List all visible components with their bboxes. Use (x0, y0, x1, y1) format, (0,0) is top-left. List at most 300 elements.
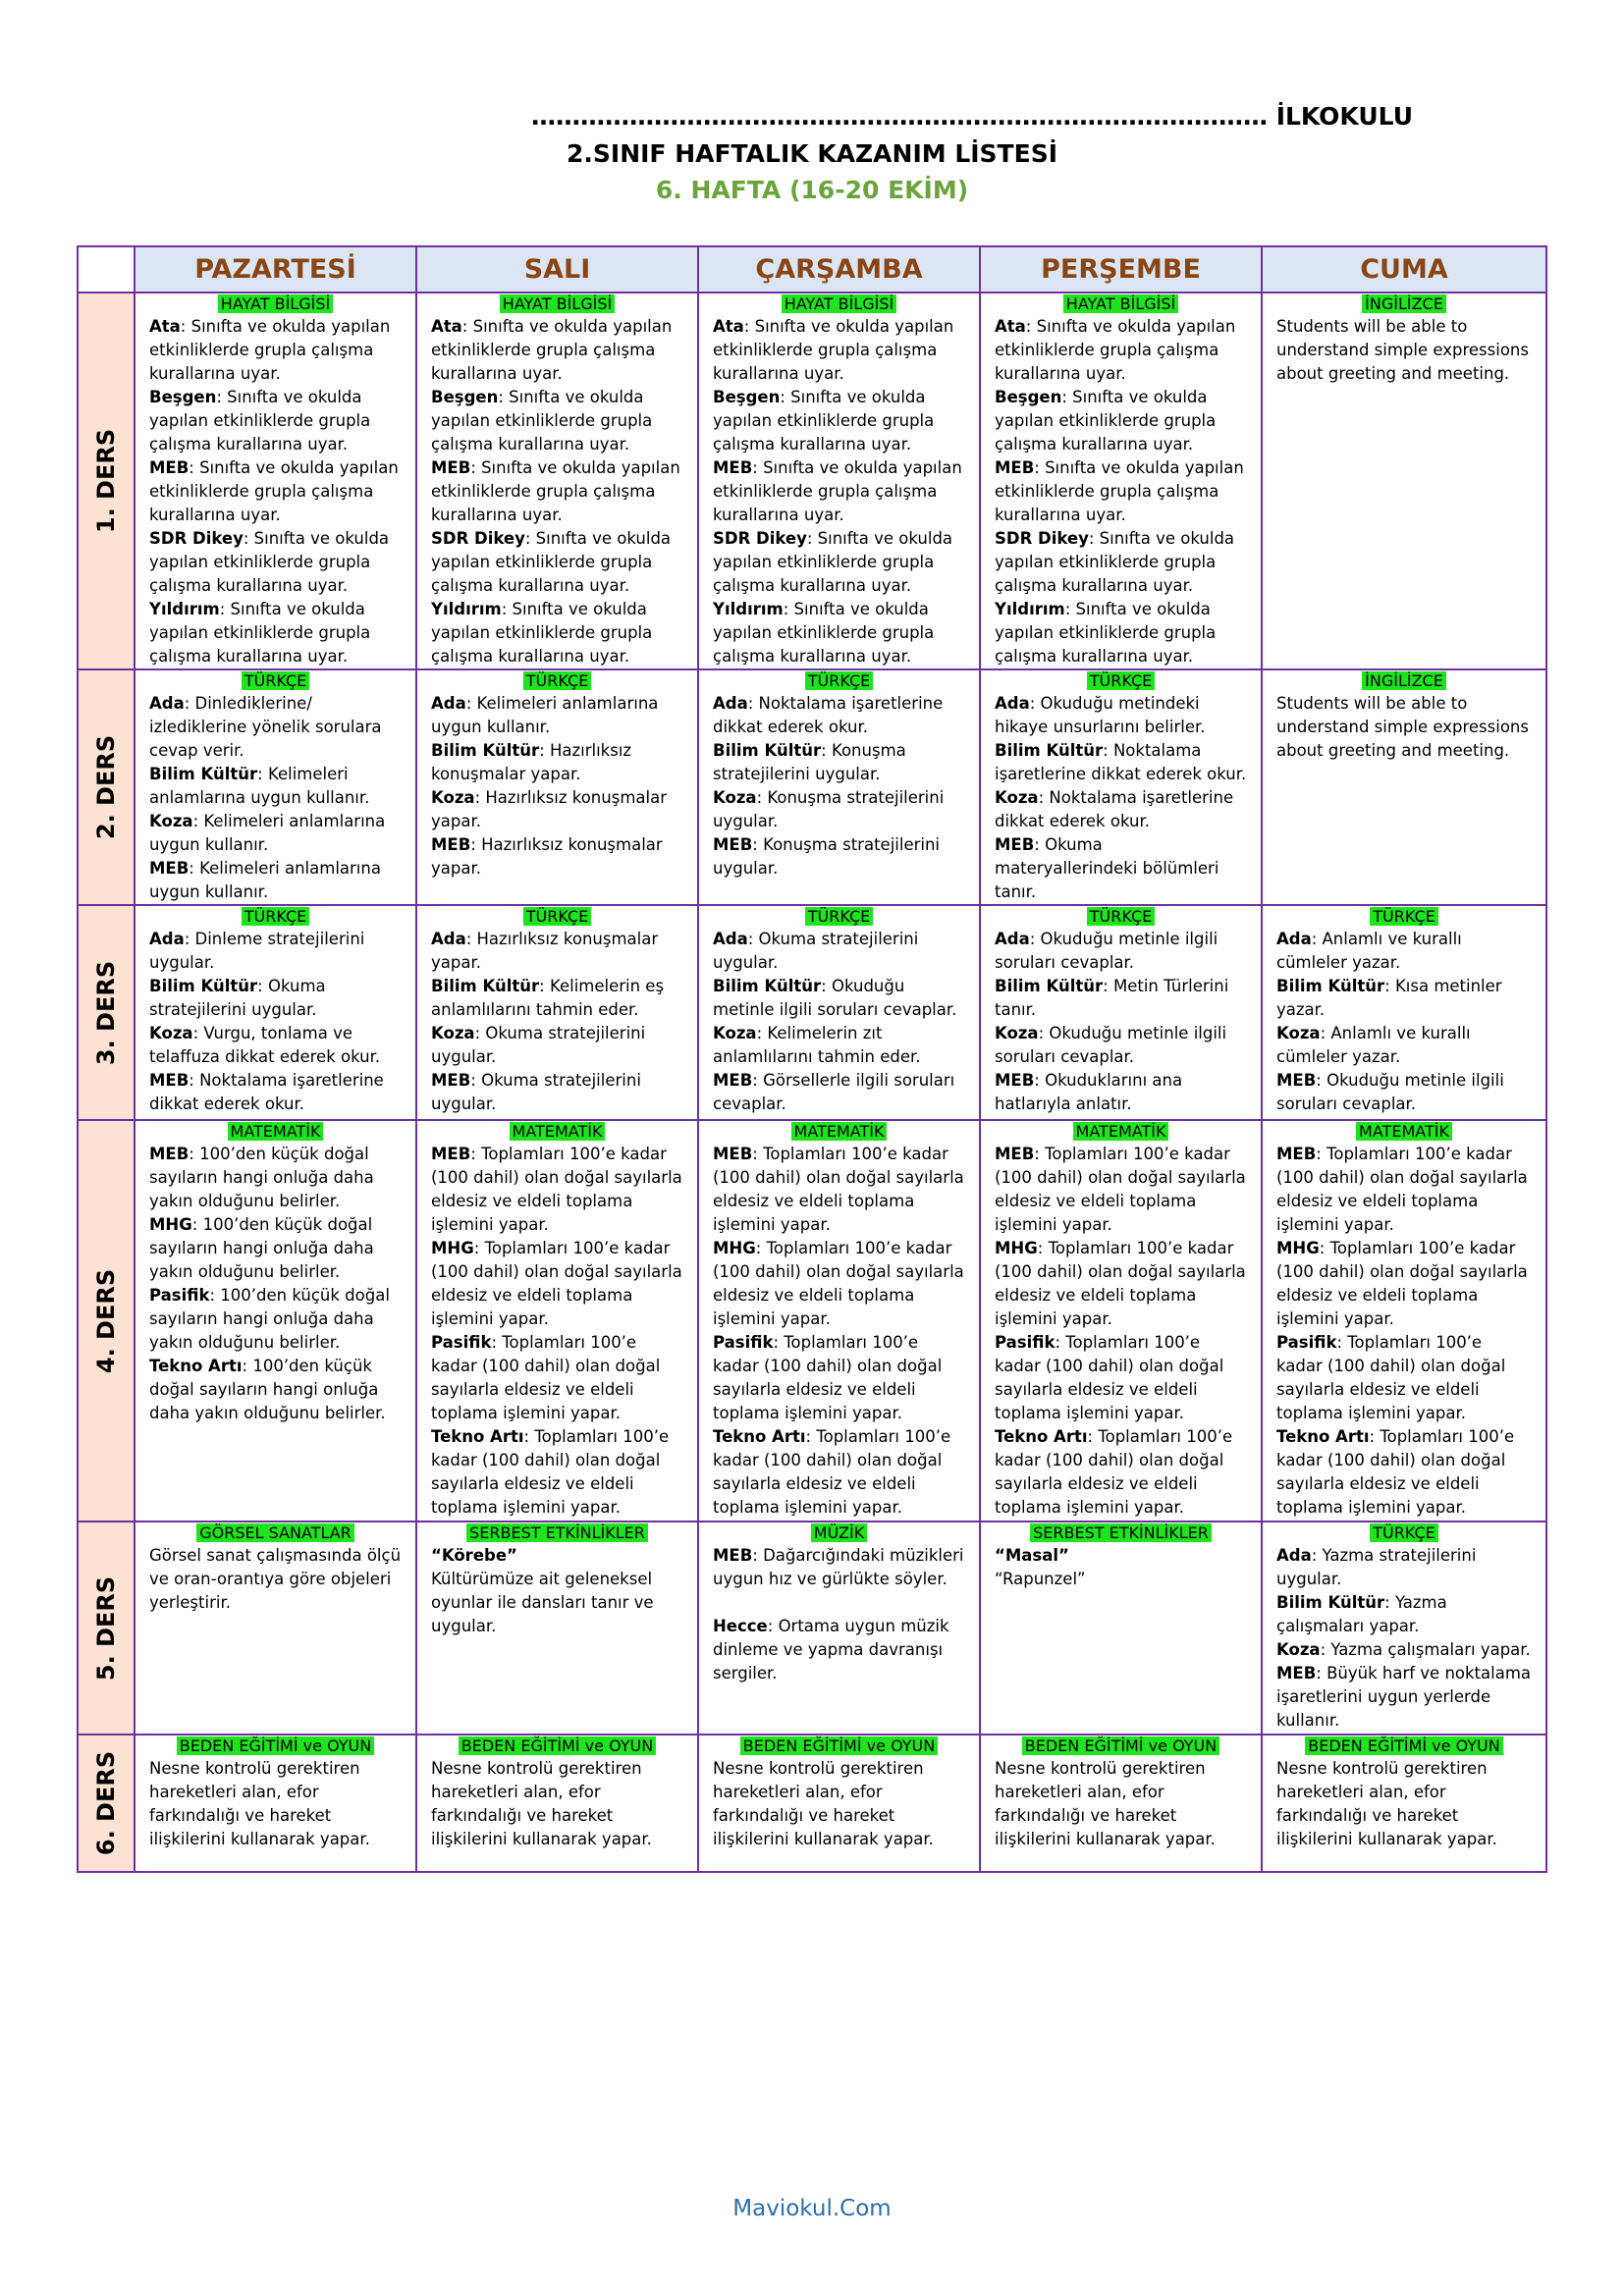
publisher-name: Koza (149, 812, 193, 830)
outcome-text: : Kelimeleri anlamlarına uygun kullanır. (149, 812, 386, 854)
outcome-entry (995, 1069, 1247, 1116)
lesson-row (78, 905, 1546, 1120)
lesson-cell (135, 1120, 416, 1522)
outcome-entry (431, 786, 683, 833)
outcome-entry (995, 1143, 1247, 1237)
publisher-name: Tekno Artı (1276, 1427, 1370, 1446)
publisher-name: Hecce (713, 1617, 768, 1635)
outcome-entry (149, 857, 402, 904)
outcome-entry (995, 1022, 1247, 1069)
outcome-entry (149, 598, 402, 668)
subject-label (713, 1522, 965, 1544)
outcome-entry (1276, 1237, 1532, 1331)
outcome-text: : Toplamları 100’e kadar (100 dahil) olan doğal sayılarla eldesiz ve eldeli toplama işlemini yapar. (1276, 1239, 1528, 1328)
lesson-cell (416, 293, 698, 669)
publisher-name: Ata (713, 317, 744, 336)
publisher-name: Tekno Artı (149, 1357, 243, 1375)
publisher-name: Bilim Kültür (1276, 977, 1385, 995)
outcome-entry (431, 386, 683, 456)
outcome-entry (713, 1615, 965, 1685)
subject-highlight: MÜZİK (811, 1523, 867, 1542)
outcome-text: : Dinlediklerine/ izlediklerine yönelik sorulara cevap verir. (149, 694, 382, 760)
publisher-name: Yıldırım (713, 600, 784, 618)
outcome-entry (149, 527, 402, 598)
outcome-text: : Kelimelerin eş anlamlılarını tahmin eder. (431, 977, 665, 1019)
publisher-name: Bilim Kültür (995, 977, 1104, 995)
outcome-text: : Okuduklarını ana hatlarıyla anlatır. (995, 1071, 1183, 1113)
outcome-entry (995, 692, 1247, 739)
outcome-text: : Okuma stratejilerini uygular. (431, 1024, 646, 1066)
publisher-name: Tekno Artı (995, 1427, 1088, 1446)
outcome-entry (1276, 975, 1532, 1022)
outcome-entry (431, 1069, 683, 1116)
outcome-text: : 100’den küçük doğal sayıların hangi onluğa daha yakın olduğunu belirler. (149, 1286, 390, 1352)
outcome-text: : Toplamları 100’e kadar (100 dahil) olan doğal sayılarla eldesiz ve eldeli toplama işlemini yapar. (995, 1333, 1224, 1422)
outcome-entry (149, 386, 402, 456)
outcome-entry (713, 786, 965, 833)
day-header-row (78, 246, 1546, 293)
outcome-entry (713, 456, 965, 527)
subject-label (995, 670, 1247, 692)
lesson-cell (416, 1120, 698, 1522)
outcome-text: : Sınıfta ve okulda yapılan etkinliklerde grupla çalışma kurallarına uyar. (995, 529, 1235, 595)
outcome-entry (149, 1544, 402, 1615)
subject-label (713, 670, 965, 692)
publisher-name: MEB (1276, 1145, 1317, 1163)
outcome-text: : Konuşma stratejilerini uygular. (713, 835, 941, 878)
outcome-entry (995, 975, 1247, 1022)
outcome-entry (149, 810, 402, 857)
publisher-name: Beşgen (713, 388, 781, 406)
lesson-cell (416, 1735, 698, 1872)
lesson-label-cell (78, 293, 135, 669)
outcome-text: : Sınıfta ve okulda yapılan etkinliklerde grupla çalışma kurallarına uyar. (431, 529, 672, 595)
lesson-row (78, 293, 1546, 669)
outcome-entry (431, 739, 683, 786)
outcome-text: : Toplamları 100’e kadar (100 dahil) olan doğal sayılarla eldesiz ve eldeli toplama işlemini yapar. (431, 1333, 661, 1422)
publisher-name: MEB (431, 458, 471, 477)
outcome-text: : 100’den küçük doğal sayıların hangi onluğa daha yakın olduğunu belirler. (149, 1145, 374, 1210)
publisher-name: Ada (149, 694, 185, 713)
outcome-entry (713, 315, 965, 386)
outcome-text: : Sınıfta ve okulda yapılan etkinliklerde grupla çalışma kurallarına uyar. (149, 458, 399, 524)
subject-highlight: TÜRKÇE (1087, 907, 1156, 926)
outcome-entry (995, 1568, 1247, 1591)
lesson-label-cell (78, 1735, 135, 1872)
outcome-entry (713, 1425, 965, 1520)
outcome-entry (995, 1237, 1247, 1331)
outcome-text: : Noktalama işaretlerine dikkat ederek okur. (995, 788, 1234, 830)
outcome-text: : Okuduğu metinle ilgili soruları cevaplar. (995, 930, 1218, 972)
outcome-entry (995, 386, 1247, 456)
outcome-entry (713, 1237, 965, 1331)
publisher-name: Koza (713, 1024, 757, 1042)
lesson-cell (135, 1735, 416, 1872)
lesson-cell (1262, 1522, 1546, 1735)
outcome-entry (431, 1568, 683, 1638)
lesson-cell (416, 669, 698, 905)
subject-label (149, 294, 402, 315)
day-header: PERŞEMBE (980, 246, 1262, 293)
subject-label (149, 906, 402, 928)
subject-highlight: TÜRKÇE (805, 907, 874, 926)
publisher-name: “Masal” (995, 1546, 1069, 1565)
subject-label (995, 1735, 1247, 1757)
subject-label (431, 1522, 683, 1544)
outcome-text: : Okuma stratejilerini uygular. (431, 1071, 641, 1113)
subject-highlight: BEDEN EĞİTİMİ ve OYUN (1022, 1736, 1219, 1755)
outcome-text: : Dinleme stratejilerini uygular. (149, 930, 365, 972)
publisher-name: Koza (431, 1024, 475, 1042)
lesson-cell (980, 669, 1262, 905)
publisher-name: Ada (431, 930, 466, 948)
entry-spacer (713, 1591, 965, 1615)
outcome-text: : Okuduğu metinle ilgili soruları cevaplar. (1276, 1071, 1504, 1113)
outcome-entry (149, 692, 402, 763)
day-header: PAZARTESİ (135, 246, 416, 293)
publisher-name: Tekno Artı (431, 1427, 524, 1446)
outcome-entry (431, 1022, 683, 1069)
outcome-text: : Sınıfta ve okulda yapılan etkinliklerde grupla çalışma kurallarına uyar. (149, 388, 371, 454)
lesson-label: 4. DERS (92, 1268, 120, 1373)
outcome-text: : Toplamları 100’e kadar (100 dahil) olan doğal sayılarla eldesiz ve eldeli toplama işlemini yapar. (1276, 1333, 1506, 1422)
outcome-entry (431, 1544, 683, 1568)
publisher-name: MEB (431, 835, 471, 854)
outcome-entry (1276, 1544, 1532, 1591)
lesson-cell (1262, 1735, 1546, 1872)
publisher-name: Ata (149, 317, 181, 336)
publisher-name: Bilim Kültür (149, 977, 258, 995)
publisher-name: MHG (431, 1239, 474, 1257)
outcome-entry (995, 456, 1247, 527)
publisher-name: MEB (431, 1145, 471, 1163)
publisher-name: Ata (431, 317, 462, 336)
lesson-label-cell (78, 1120, 135, 1522)
publisher-name: Beşgen (431, 388, 499, 406)
lesson-cell (1262, 1120, 1546, 1522)
publisher-name: Koza (1276, 1640, 1321, 1659)
outcome-text: : Sınıfta ve okulda yapılan etkinliklerde grupla çalışma kurallarına uyar. (431, 600, 653, 666)
outcome-text: : Konuşma stratejilerini uygular. (713, 741, 906, 783)
outcome-text: : Sınıfta ve okulda yapılan etkinliklerde grupla çalışma kurallarına uyar. (713, 529, 953, 595)
outcome-text: : Sınıfta ve okulda yapılan etkinliklerde grupla çalışma kurallarına uyar. (149, 529, 390, 595)
subject-label (1276, 670, 1532, 692)
subject-highlight: MATEMATİK (228, 1122, 324, 1141)
day-header: CUMA (1262, 246, 1546, 293)
publisher-name: Tekno Artı (713, 1427, 806, 1446)
subject-label (1276, 1735, 1532, 1757)
outcome-text: : Noktalama işaretlerine dikkat ederek okur. (149, 1071, 384, 1113)
publisher-name: Pasifik (1276, 1333, 1337, 1352)
publisher-name: Ada (995, 930, 1030, 948)
outcome-text: Nesne kontrolü gerektiren hareketleri alan, efor farkındalığı ve hareket ilişkilerini kullanarak yapar. (431, 1759, 652, 1848)
outcome-text: : Sınıfta ve okulda yapılan etkinliklerde grupla çalışma kurallarına uyar. (995, 458, 1244, 524)
outcome-text: : Kelimeleri anlamlarına uygun kullanır. (149, 765, 370, 807)
publisher-name: MEB (713, 1071, 753, 1090)
outcome-entry (149, 1284, 402, 1355)
outcome-entry (995, 928, 1247, 975)
outcome-text: : Kısa metinler yazar. (1276, 977, 1502, 1019)
subject-label (431, 294, 683, 315)
subject-label (149, 1735, 402, 1757)
outcome-text: : Sınıfta ve okulda yapılan etkinliklerde grupla çalışma kurallarına uyar. (431, 458, 680, 524)
outcome-entry (431, 1425, 683, 1520)
publisher-name: MEB (713, 458, 753, 477)
subject-highlight: GÖRSEL SANATLAR (196, 1523, 354, 1542)
outcome-text: : Okuduğu metinle ilgili soruları cevaplar. (713, 977, 957, 1019)
subject-highlight: BEDEN EĞİTİMİ ve OYUN (177, 1736, 374, 1755)
outcome-entry (149, 975, 402, 1022)
outcome-entry (149, 1757, 402, 1851)
outcome-text: : Kelimeleri anlamlarına uygun kullanır. (149, 859, 381, 901)
subject-highlight: İNGİLİZCE (1362, 671, 1446, 690)
subject-highlight: MATEMATİK (1073, 1122, 1169, 1141)
subject-highlight: SERBEST ETKİNLİKLER (1030, 1523, 1212, 1542)
outcome-text: : Okuma materyallerindeki bölümleri tanır. (995, 835, 1219, 901)
outcome-entry (995, 1757, 1247, 1851)
publisher-name: Yıldırım (431, 600, 502, 618)
day-header: ÇARŞAMBA (698, 246, 980, 293)
outcome-text: : Toplamları 100’e kadar (100 dahil) olan doğal sayılarla eldesiz ve eldeli toplama işlemini yapar. (995, 1427, 1233, 1517)
lesson-cell (980, 1522, 1262, 1735)
publisher-name: Koza (1276, 1024, 1321, 1042)
outcome-entry (713, 1069, 965, 1116)
publisher-name: Koza (713, 788, 757, 807)
outcome-text: : Hazırlıksız konuşmalar yapar. (431, 788, 667, 830)
lesson-row (78, 1120, 1546, 1522)
outcome-entry (995, 598, 1247, 668)
outcome-entry (1276, 315, 1532, 386)
outcome-text: Nesne kontrolü gerektiren hareketleri alan, efor farkındalığı ve hareket ilişkilerini kullanarak yapar. (149, 1759, 370, 1848)
outcome-entry (1276, 1662, 1532, 1733)
outcome-text: Görsel sanat çalışmasında ölçü ve oran-orantıya göre objeleri yerleştirir. (149, 1546, 402, 1612)
publisher-name: MEB (713, 835, 753, 854)
outcome-text: : Toplamları 100’e kadar (100 dahil) olan doğal sayılarla eldesiz ve eldeli toplama işlemini yapar. (995, 1145, 1246, 1234)
page-title: 2.SINIF HAFTALIK KAZANIM LİSTESİ (567, 139, 1057, 168)
outcome-entry (1276, 1069, 1532, 1116)
outcome-text: : Sınıfta ve okulda yapılan etkinliklerde grupla çalışma kurallarına uyar. (995, 317, 1236, 383)
outcome-text: Students will be able to understand simple expressions about greeting and meeting. (1276, 694, 1529, 760)
subject-label (1276, 1121, 1532, 1143)
subject-highlight: TÜRKÇE (523, 671, 592, 690)
outcome-text: Nesne kontrolü gerektiren hareketleri alan, efor farkındalığı ve hareket ilişkilerini kullanarak yapar. (1276, 1759, 1497, 1848)
subject-highlight: TÜRKÇE (1087, 671, 1156, 690)
lesson-label-cell (78, 1522, 135, 1735)
outcome-entry (713, 975, 965, 1022)
subject-label (149, 1522, 402, 1544)
subject-highlight: HAYAT BİLGİSİ (782, 294, 896, 313)
publisher-name: SDR Dikey (995, 529, 1089, 548)
lesson-label-cell (78, 905, 135, 1120)
subject-label (1276, 1522, 1532, 1544)
outcome-text: “Rapunzel” (995, 1570, 1086, 1588)
outcome-entry (431, 456, 683, 527)
outcome-entry (431, 692, 683, 739)
lesson-cell (698, 905, 980, 1120)
outcome-text: : Okuma stratejilerini uygular. (713, 930, 919, 972)
subject-label (431, 1121, 683, 1143)
lesson-cell (698, 293, 980, 669)
outcome-text: : Hazırlıksız konuşmalar yapar. (431, 741, 632, 783)
outcome-entry (431, 527, 683, 598)
subject-label (713, 1735, 965, 1757)
outcome-text: : Yazma çalışmaları yapar. (1320, 1640, 1531, 1659)
publisher-name: MEB (995, 835, 1035, 854)
subject-highlight: TÜRKÇE (1370, 907, 1438, 926)
school-name: ……………………………………………………………………………… İLKOKULU (530, 102, 1413, 131)
outcome-entry (149, 1022, 402, 1069)
outcome-text: : Vurgu, tonlama ve telaffuza dikkat ederek okur. (149, 1024, 381, 1066)
subject-label (995, 1522, 1247, 1544)
publisher-name: MEB (995, 458, 1035, 477)
outcome-entry (1276, 1638, 1532, 1662)
outcome-text: : Okuduğu metinle ilgili soruları cevaplar. (995, 1024, 1227, 1066)
lesson-label: 5. DERS (92, 1575, 120, 1681)
outcome-entry (995, 1331, 1247, 1425)
publisher-name: SDR Dikey (431, 529, 525, 548)
publisher-name: Ata (995, 317, 1026, 336)
outcome-entry (149, 1143, 402, 1213)
subject-highlight: HAYAT BİLGİSİ (500, 294, 615, 313)
publisher-name: Pasifik (431, 1333, 492, 1352)
subject-highlight: HAYAT BİLGİSİ (1063, 294, 1178, 313)
outcome-text: : Toplamları 100’e kadar (100 dahil) olan doğal sayılarla eldesiz ve eldeli toplama işlemini yapar. (713, 1239, 964, 1328)
subject-label (431, 1735, 683, 1757)
subject-highlight: BEDEN EĞİTİMİ ve OYUN (740, 1736, 938, 1755)
outcome-entry (713, 1331, 965, 1425)
publisher-name: Bilim Kültür (1276, 1593, 1385, 1612)
lesson-cell (980, 1735, 1262, 1872)
outcome-text: : Okuma stratejilerini uygular. (149, 977, 326, 1019)
outcome-text: : Sınıfta ve okulda yapılan etkinliklerde grupla çalışma kurallarına uyar. (149, 600, 371, 666)
publisher-name: MEB (713, 1145, 753, 1163)
outcome-entry (995, 1425, 1247, 1520)
subject-label (713, 1121, 965, 1143)
outcome-entry (431, 1757, 683, 1851)
publisher-name: MEB (149, 859, 189, 878)
outcome-entry (713, 527, 965, 598)
outcome-text: : Sınıfta ve okulda yapılan etkinliklerde grupla çalışma kurallarına uyar. (713, 458, 962, 524)
lesson-cell (698, 1120, 980, 1522)
subject-label (995, 906, 1247, 928)
subject-label (1276, 906, 1532, 928)
outcome-entry (149, 1069, 402, 1116)
outcome-text: : Okuduğu metindeki hikaye unsurlarını belirler. (995, 694, 1206, 736)
outcome-entry (149, 456, 402, 527)
lesson-cell (980, 293, 1262, 669)
outcome-entry (431, 1331, 683, 1425)
publisher-name: MEB (431, 1071, 471, 1090)
outcome-text: : 100’den küçük doğal sayıların hangi onluğa daha yakın olduğunu belirler. (149, 1357, 386, 1422)
outcome-text: : 100’den küçük doğal sayıların hangi onluğa daha yakın olduğunu belirler. (149, 1215, 374, 1281)
outcome-text: : Sınıfta ve okulda yapılan etkinliklerde grupla çalışma kurallarına uyar. (431, 317, 673, 383)
outcome-entry (431, 928, 683, 975)
footer-site: Maviokul.Com (732, 2196, 892, 2221)
outcome-text: : Sınıfta ve okulda yapılan etkinliklerde grupla çalışma kurallarına uyar. (713, 317, 954, 383)
outcome-text: : Büyük harf ve noktalama işaretlerini uygun yerlerde kullanır. (1276, 1664, 1532, 1730)
outcome-text: : Sınıfta ve okulda yapılan etkinliklerde grupla çalışma kurallarına uyar. (995, 600, 1217, 666)
publisher-name: MEB (995, 1071, 1035, 1090)
outcome-entry (1276, 928, 1532, 975)
lesson-label: 6. DERS (92, 1750, 120, 1856)
publisher-name: Koza (149, 1024, 193, 1042)
subject-label (149, 670, 402, 692)
outcome-entry (995, 833, 1247, 904)
lesson-cell (698, 669, 980, 905)
outcome-text: : Toplamları 100’e kadar (100 dahil) olan doğal sayılarla eldesiz ve eldeli toplama işlemini yapar. (431, 1145, 682, 1234)
publisher-name: MHG (995, 1239, 1038, 1257)
publisher-name: Bilim Kültür (995, 741, 1104, 760)
week-title: 6. HAFTA (16-20 EKİM) (655, 176, 969, 204)
lesson-cell (980, 1120, 1262, 1522)
outcome-entry (713, 386, 965, 456)
publisher-name: MEB (149, 458, 189, 477)
day-header: SALI (416, 246, 698, 293)
outcome-entry (149, 763, 402, 810)
outcome-entry (1276, 1143, 1532, 1237)
publisher-name: Bilim Kültür (713, 977, 822, 995)
publisher-name: “Körebe” (431, 1546, 517, 1565)
outcome-entry (431, 833, 683, 881)
outcome-entry (995, 527, 1247, 598)
outcome-text: : Sınıfta ve okulda yapılan etkinliklerde grupla çalışma kurallarına uyar. (431, 388, 653, 454)
outcome-entry (431, 598, 683, 668)
lesson-cell (698, 1735, 980, 1872)
outcome-entry (713, 739, 965, 786)
subject-highlight: TÜRKÇE (242, 907, 310, 926)
outcome-entry (995, 786, 1247, 833)
lesson-cell (416, 1522, 698, 1735)
outcome-entry (431, 1143, 683, 1237)
publisher-name: MEB (149, 1071, 189, 1090)
outcome-entry (713, 598, 965, 668)
subject-label (149, 1121, 402, 1143)
lesson-row (78, 1522, 1546, 1735)
subject-label (431, 670, 683, 692)
outcome-entry (995, 315, 1247, 386)
outcome-text: : Toplamları 100’e kadar (100 dahil) olan doğal sayılarla eldesiz ve eldeli toplama işlemini yapar. (1276, 1145, 1528, 1234)
publisher-name: Yıldırım (149, 600, 220, 618)
publisher-name: Beşgen (149, 388, 217, 406)
subject-label (1276, 294, 1532, 315)
outcome-text: : Toplamları 100’e kadar (100 dahil) olan doğal sayılarla eldesiz ve eldeli toplama işlemini yapar. (713, 1333, 943, 1422)
outcome-entry (149, 928, 402, 975)
publisher-name: Bilim Kültür (431, 741, 540, 760)
outcome-entry (1276, 1022, 1532, 1069)
subject-highlight: BEDEN EĞİTİMİ ve OYUN (459, 1736, 656, 1755)
publisher-name: Yıldırım (995, 600, 1065, 618)
outcome-text: : Kelimelerin zıt anlamlılarını tahmin eder. (713, 1024, 921, 1066)
outcome-text: : Toplamları 100’e kadar (100 dahil) olan doğal sayılarla eldesiz ve eldeli toplama işlemini yapar. (431, 1427, 670, 1517)
publisher-name: Ada (149, 930, 185, 948)
outcome-text: : Noktalama işaretlerine dikkat ederek okur. (713, 694, 944, 736)
lesson-cell (980, 905, 1262, 1120)
publisher-name: Ada (713, 930, 748, 948)
lesson-label-cell (78, 669, 135, 905)
subject-highlight: BEDEN EĞİTİMİ ve OYUN (1305, 1736, 1502, 1755)
outcome-entry (713, 1757, 965, 1851)
publisher-name: Koza (995, 788, 1039, 807)
outcome-text: : Hazırlıksız konuşmalar yapar. (431, 835, 663, 878)
lesson-cell (135, 1522, 416, 1735)
outcome-entry (1276, 1591, 1532, 1638)
outcome-entry (149, 315, 402, 386)
publisher-name: Ada (431, 694, 466, 713)
publisher-name: MEB (713, 1546, 753, 1565)
outcome-entry (995, 1544, 1247, 1568)
lesson-label: 2. DERS (92, 734, 120, 840)
subject-highlight: TÜRKÇE (523, 907, 592, 926)
